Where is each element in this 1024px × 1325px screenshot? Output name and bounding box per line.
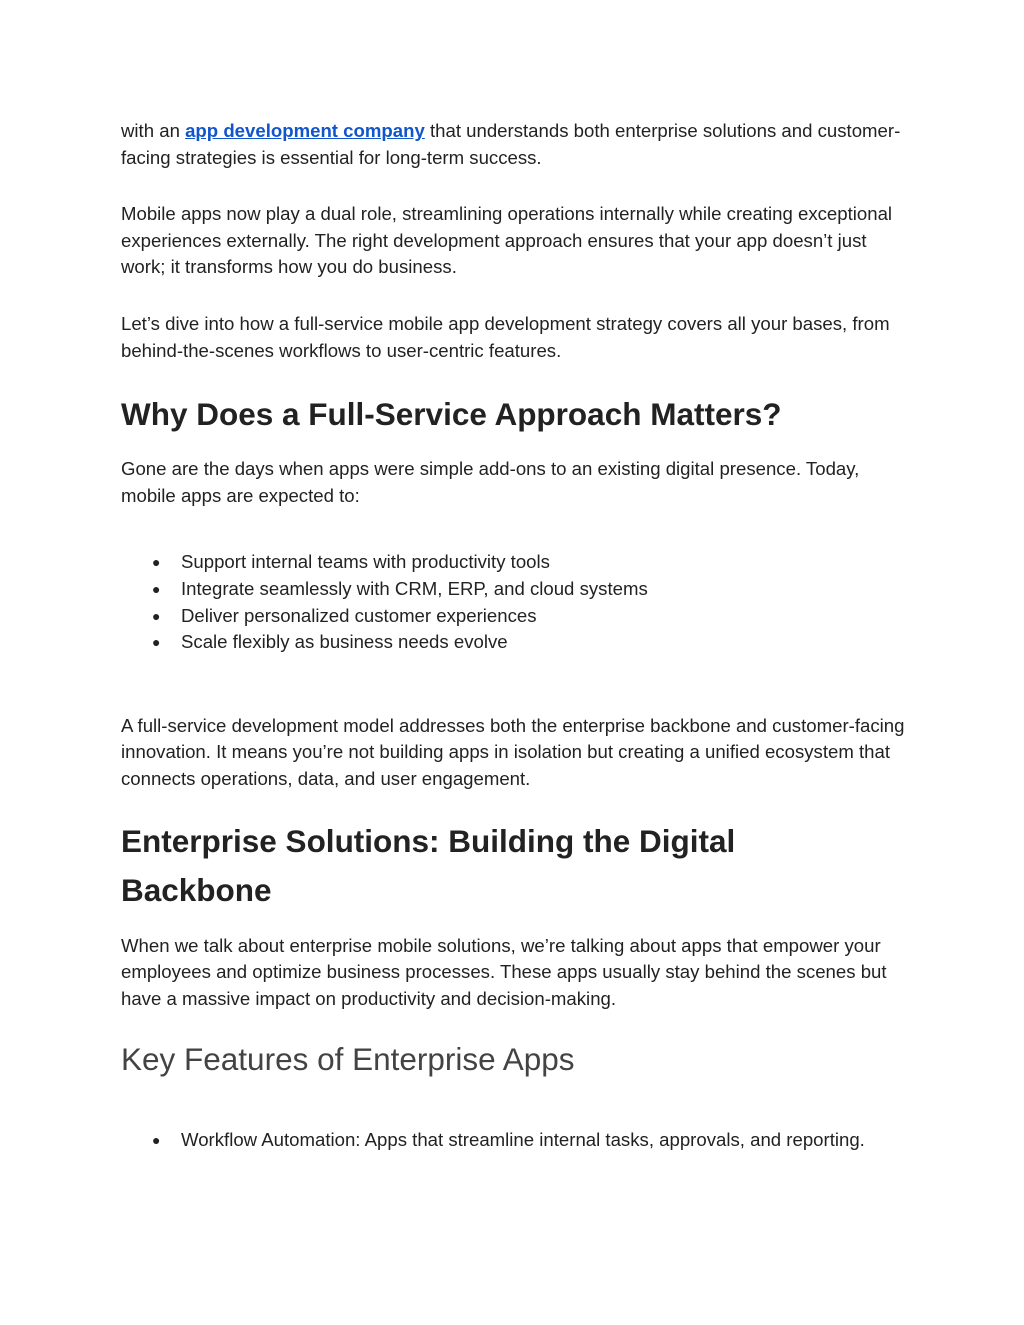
app-development-company-link[interactable]: app development company [185,120,425,141]
intro-text-after-link: that understands both enterprise solutions and customer-facing strategies is essential for long-term success. [121,120,901,168]
section-heading-key-features: Key Features of Enterprise Apps [121,1041,575,1078]
list-item [121,629,911,656]
section-heading-enterprise-solutions: Enterprise Solutions: Building the Digital Backbone [121,822,736,908]
section1-paragraph-2: A full-service development model addresses both the enterprise backbone and customer-facing innovation. It means you’re not building apps in isolation but creating a unified ecosystem that connects operations, data, and user engagement. [121,714,905,789]
list-item [121,549,911,576]
list-item-text: Deliver personalized customer experiences [181,604,537,626]
bullet-icon: ● [152,580,161,597]
bullet-icon: ● [152,554,161,571]
section2-paragraph-1: When we talk about enterprise mobile solutions, we’re talking about apps that empower your employees and optimize business processes. These apps usually stay behind the scenes but have a massive impact on productivity and decision-making. [121,934,887,1009]
bullet-icon: ● [152,1132,161,1149]
list-item [121,603,911,630]
document-page [121,118,911,1154]
list-item-text: Support internal teams with productivity tools [181,551,550,573]
section-heading-full-service: Why Does a Full-Service Approach Matters? [121,396,782,433]
section1-bullet-list [121,549,911,655]
section3-bullet-list [121,1127,911,1154]
list-item [121,576,911,603]
bullet-icon: ● [152,634,161,651]
list-item-text: Scale flexibly as business needs evolve [181,631,508,653]
list-item [121,1127,911,1154]
intro-text-before-link: with an [121,120,186,141]
list-item-text: Workflow Automation: Apps that streamline internal tasks, approvals, and reporting. [181,1129,865,1151]
intro-paragraph-1 [121,118,911,171]
intro-paragraph-2: Mobile apps now play a dual role, streamlining operations internally while creating exceptional experiences externally. The right development approach ensures that your app doesn’t just work; it transforms how you do business. [121,203,893,278]
section1-paragraph-1: Gone are the days when apps were simple add-ons to an existing digital presence. Today, mobile apps are expected to: [121,458,860,506]
intro-paragraph-3: Let’s dive into how a full-service mobile app development strategy covers all your bases, from behind-the-scenes workflows to user-centric features. [121,312,890,361]
bullet-icon: ● [152,607,161,624]
list-item-text: Integrate seamlessly with CRM, ERP, and cloud systems [181,577,648,599]
